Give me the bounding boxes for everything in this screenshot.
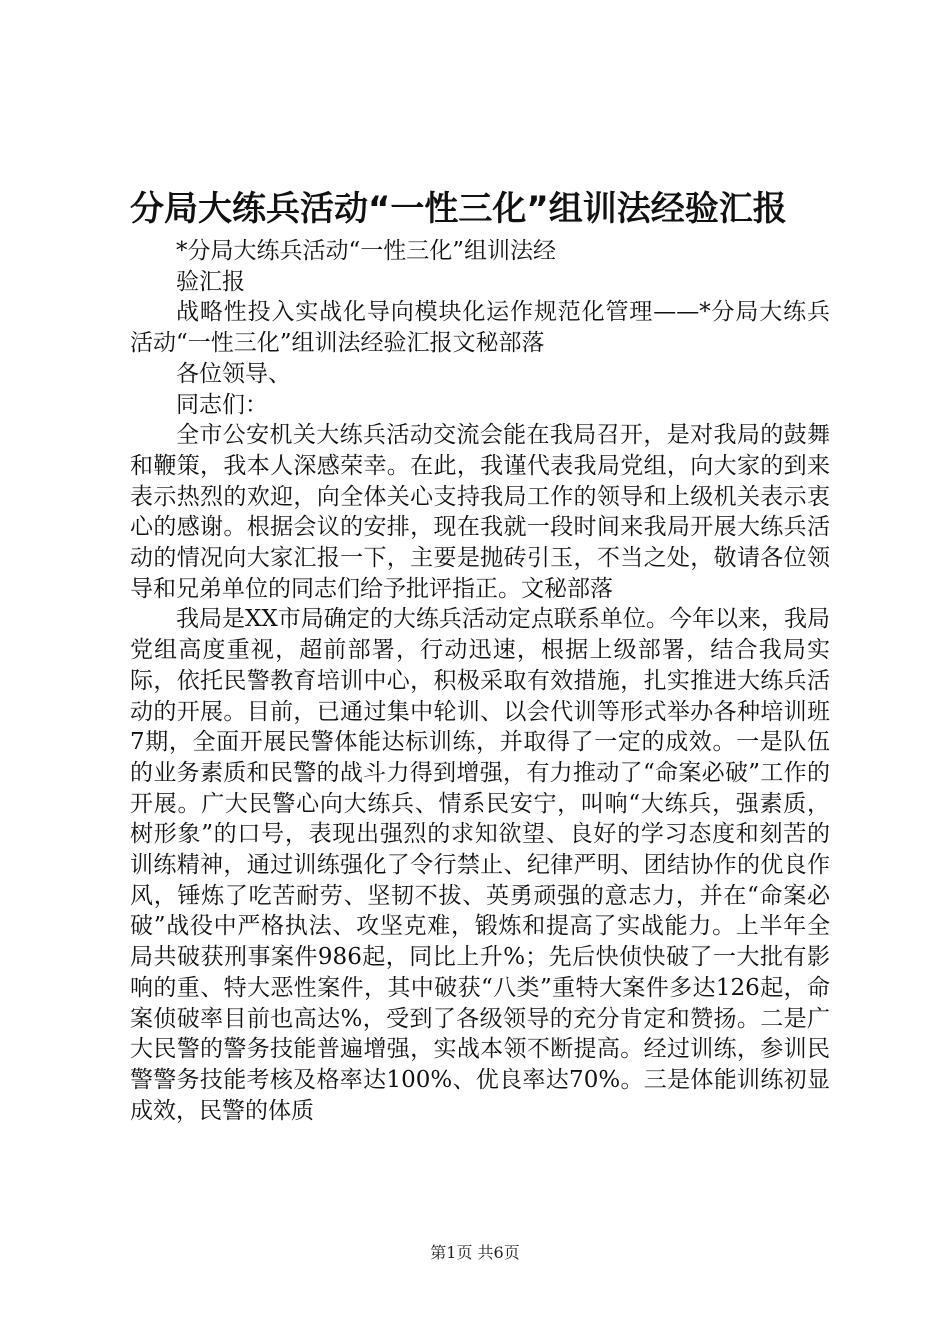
paragraph-heading: 战略性投入实战化导向模块化运作规范化管理——*分局大练兵活动“一性三化”组训法经验汇报文秘部落 [130,299,830,357]
document-title: 分局大练兵活动“一性三化”组训法经验汇报 [130,189,787,229]
paragraph-subtitle-line-1: *分局大练兵活动“一性三化”组训法经 [176,238,557,264]
paragraph-introduction: 全市公安机关大练兵活动交流会能在我局召开，是对我局的鼓舞和鞭策，我本人深感荣幸。在此，我谨代表我局党组，向大家的到来表示热烈的欢迎，向全体关心支持我局工作的领导和上级机关表示衷心的感谢。根据会议的安排，现在我就一段时间来我局开展大练兵活动的情况向大家汇报一下，主要是抛砖引玉，不当之处，敬请各位领导和兄弟单位的同志们给予批评指正。文秘部落 [130,422,830,602]
paragraph-subtitle-line-2: 验汇报 [176,268,245,295]
document-body [130,236,830,1126]
paragraph-salutation-leaders: 各位领导、 [176,360,291,387]
page-number-footer: 第1页 共6页 [430,1243,520,1262]
paragraph-salutation-comrades: 同志们： [176,391,268,418]
paragraph-main-report: 我局是XX市局确定的大练兵活动定点联系单位。今年以来，我局党组高度重视，超前部署，行动迅速，根据上级部署，结合我局实际，依托民警教育培训中心，积极采取有效措施，扎实推进大练兵活动的开展。目前，已通过集中轮训、以会代训等形式举办各种培训班7期，全面开展民警体能达标训练，并取得了一定的成效。一是队伍的业务素质和民警的战斗力得到增强，有力推动了“命案必破”工作的开展。广大民警心向大练兵、情系民安宁，叫响“大练兵，强素质，树形象”的口号，表现出强烈的求知欲望、良好的学习态度和刻苦的训练精神，通过训练强化了令行禁止、纪律严明、团结协作的优良作风，锤炼了吃苦耐劳、坚韧不拔、英勇顽强的意志力，并在“命案必破”战役中严格执法、攻坚克难，锻炼和提高了实战能力。上半年全局共破获刑事案件986起，同比上升%；先后快侦快破了一大批有影响的重、特大恶性案件，其中破获“八类”重特大案件多达126起，命案侦破率目前也高达%，受到了各级领导的充分肯定和赞扬。二是广大民警的警务技能普遍增强，实战本领不断提高。经过训练，参训民警警务技能考核及格率达100%、优良率达70%。三是体能训练初显成效，民警的体质 [130,606,830,1124]
